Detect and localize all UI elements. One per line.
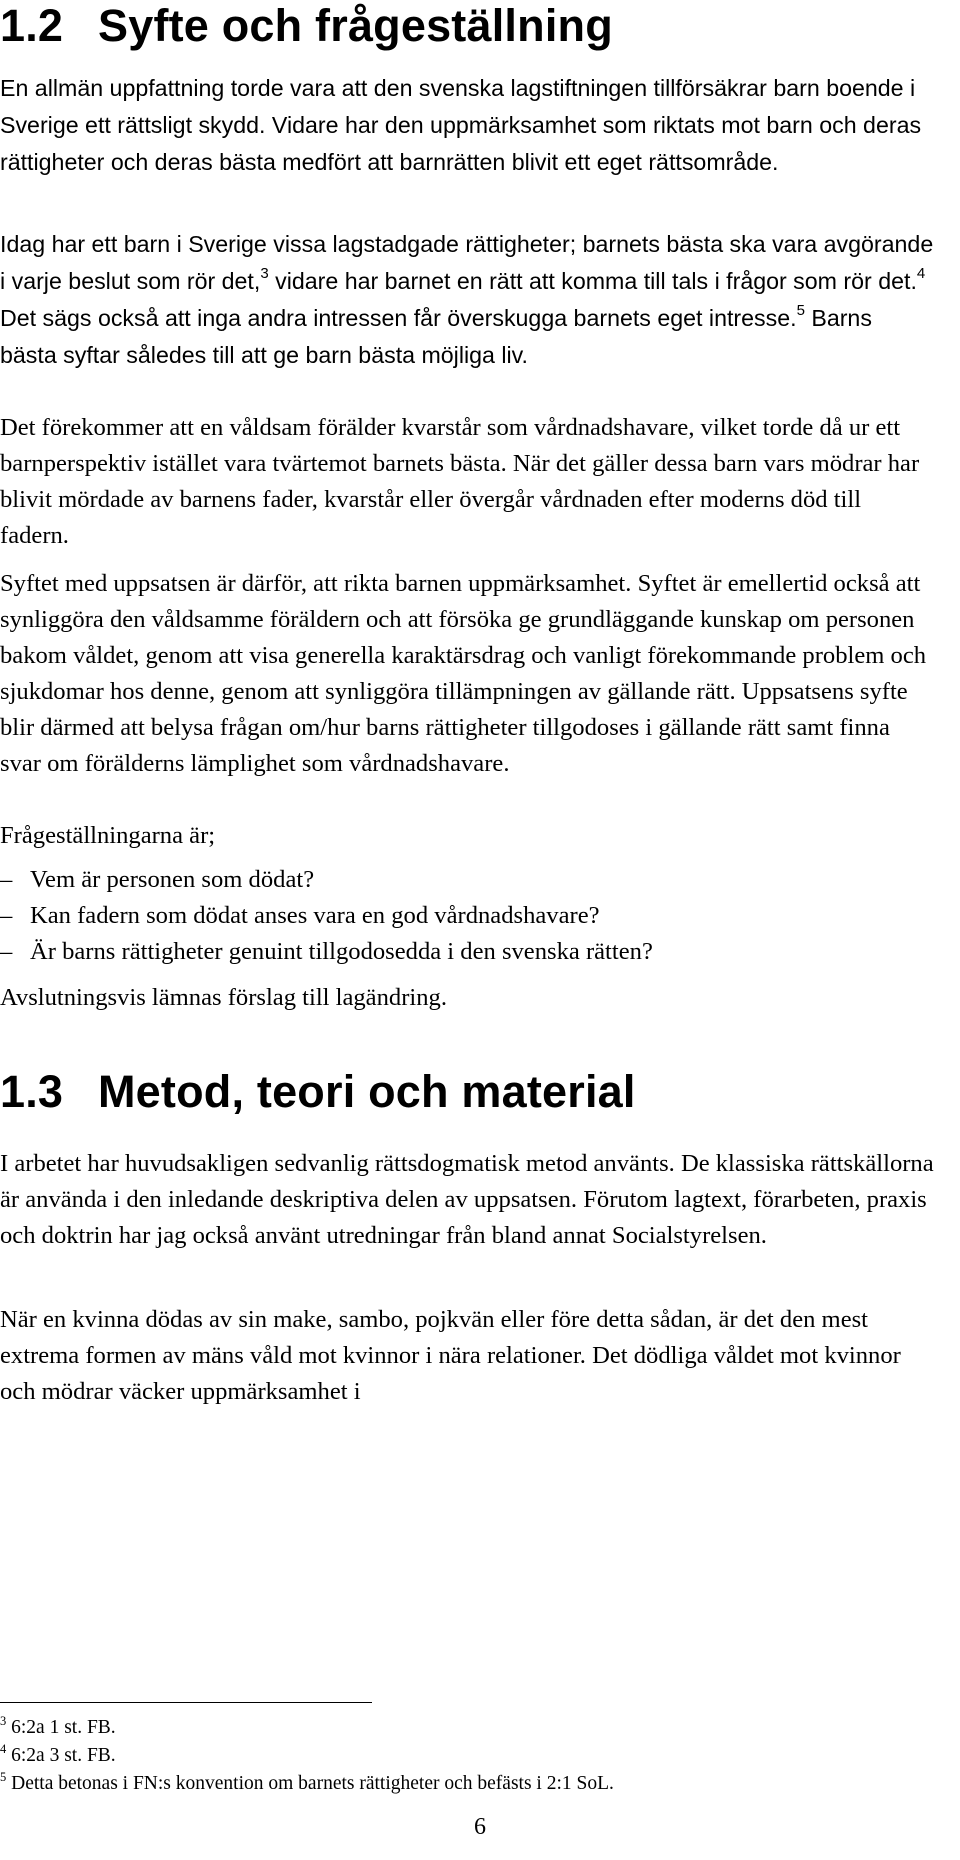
intro-paragraph: En allmän uppfattning torde vara att den svenska lagstiftningen tillförsäkrar barn boende i Sverige ett rättsligt skydd. Vidare har den uppmärksamhet som riktats mot barn och deras rättigheter och deras bästa medfört att barnrätten blivit ett eget rättsområde. <box>0 75 922 175</box>
question-item: – Kan fadern som dödat anses vara en god vårdnadshavare? <box>0 902 600 929</box>
footnote-ref-3: 3 <box>260 265 269 283</box>
footnote-5: $^5$ Detta betonas i FN:s konvention om barnets rättigheter och befästs i 2:1 SoL. <box>0 1769 614 1794</box>
method-paragraph: I arbetet har huvudsakligen sedvanlig rättsdogmatisk metod använts. De klassiska rättskällorna är använda i den inledande deskriptiva delen av uppsatsen. Förutom lagtext, förarbeten, praxis och doktrin har jag också använt utredningar från bland annat Socialstyrelsen. <box>0 1150 934 1249</box>
violence-paragraph: När en kvinna dödas av sin make, sambo, pojkvän eller före detta sådan, är det den mest extrema formen av mäns våld mot kvinnor i nära relationer. Det dödliga våldet mot kvinnor och mödrar väcker uppmärksamhet i <box>0 1306 901 1405</box>
purpose-paragraph: Syftet med uppsatsen är därför, att rikta barnen uppmärksamhet. Syftet är emellertid också att synliggöra den våldsamme föräldern och att försöka ge grundläggande kunskap om personen bakom våldet, genom att visa generella karaktärsdrag och vanligt förekommande problem och sjukdomar hos denne, genom att synliggöra tillämpningen av gällande rätt. Uppsatsens syfte blir därmed att belysa frågan om/hur barns rättigheter tillgodoses i gällande rätt samt finna svar om förälderns lämplighet som vårdnadshavare. <box>0 570 927 777</box>
section-title: Syfte och frågeställning <box>98 0 613 51</box>
footnote-4: $^4$ 6:2a 3 st. FB. <box>0 1741 116 1766</box>
custody-paragraph: Det förekommer att en våldsam förälder kvarstår som vårdnadshavare, vilket torde då ur ett barnperspektiv istället vara tvärtemot barnets bästa. När det gäller dessa barn vars mödrar har blivit mördade av barnens fader, kvarstår eller övergår vårdnaden efter moderns död till fadern. <box>0 414 920 549</box>
footnote-3: $^3$ 6:2a 1 st. FB. <box>0 1713 116 1738</box>
questions-intro: Frågeställningarna är; <box>0 822 216 849</box>
question-item: – Är barns rättigheter genuint tillgodosedda i den svenska rätten? <box>0 938 653 965</box>
rights-text-4: Barns bästa syftar således till att ge barn bästa möjliga liv. <box>0 305 872 368</box>
section-number: 1.3 <box>0 1066 64 1117</box>
questions-list <box>0 862 653 970</box>
rights-text-3: Det sägs också att inga andra intressen får överskugga barnets eget intresse. <box>0 305 797 331</box>
footnote-ref-4: 4 <box>916 265 926 283</box>
footnote-ref-5: 5 <box>796 302 805 320</box>
section-number: 1.2 <box>0 0 64 51</box>
section-heading-1-2 <box>0 0 613 52</box>
question-item: – Vem är personen som dödat? <box>0 866 315 893</box>
footnote-separator <box>0 1702 372 1703</box>
closing-paragraph: Avslutningsvis lämnas förslag till lagändring. <box>0 984 447 1011</box>
page-number: 6 <box>474 1814 486 1840</box>
rights-text-1: Idag har ett barn i Sverige vissa lagstadgade rättigheter; barnets bästa ska vara avgörande i varje beslut som rör det, <box>0 231 934 294</box>
rights-paragraph <box>0 226 935 374</box>
section-heading-1-3 <box>0 1066 636 1118</box>
section-title: Metod, teori och material <box>98 1066 636 1117</box>
rights-text-2: vidare har barnet en rätt att komma till tals i frågor som rör det. <box>268 268 917 294</box>
